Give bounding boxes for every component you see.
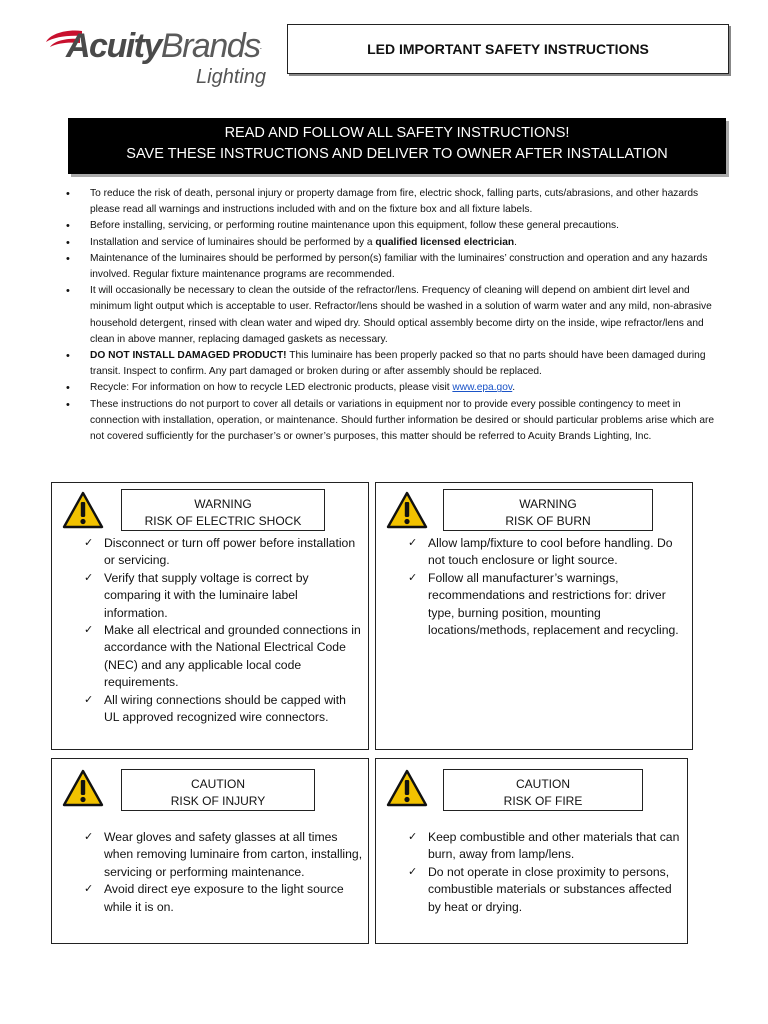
list-item: ✓ Avoid direct eye exposure to the light source while it is on. — [82, 881, 364, 916]
list-item: ✓ Follow all manufacturer’s warnings, recommendations and restrictions for: driver type, burning position, mounting locations/methods, replacement and recycling. — [406, 570, 688, 640]
list-item: ✓ Disconnect or turn off power before installation or servicing. — [82, 535, 364, 570]
list-item: • DO NOT INSTALL DAMAGED PRODUCT! This luminaire has been properly packed so that no parts should have been damaged during transit. Inspect to confirm. Any part damaged or broken during or after assembly should be replaced. — [64, 348, 724, 380]
logo-wordmark: AcuityBrands. — [66, 27, 261, 65]
injury-checklist — [82, 829, 364, 916]
safety-banner — [68, 118, 726, 174]
list-item: • Before installing, servicing, or performing routine maintenance upon this equipment, follow these general precautions. — [64, 218, 724, 234]
list-item: ✓ Verify that supply voltage is correct by comparing it with the luminaire label information. — [82, 570, 364, 622]
caution-injury-box — [51, 758, 369, 944]
caution-header: CAUTION RISK OF FIRE — [443, 769, 643, 811]
list-item: • Installation and service of luminaires should be performed by a qualified licensed electrician. — [64, 235, 724, 251]
document-title: LED IMPORTANT SAFETY INSTRUCTIONS — [287, 24, 729, 74]
general-precautions-list — [64, 186, 724, 445]
burn-checklist — [406, 535, 688, 639]
warning-header: WARNING RISK OF BURN — [443, 489, 653, 531]
fire-checklist — [406, 829, 684, 916]
warning-triangle-icon — [386, 491, 428, 529]
banner-line-2: SAVE THESE INSTRUCTIONS AND DELIVER TO OWNER AFTER INSTALLATION — [126, 146, 668, 162]
list-item: ✓ Make all electrical and grounded connections in accordance with the National Electrical Code (NEC) and any applicable local code requirements. — [82, 622, 364, 692]
list-item: • It will occasionally be necessary to clean the outside of the refractor/lens. Frequency of cleaning will depend on ambient dirt level and minimum light output which is acceptable to user. Refractor/lens should be washed in a solution of warm water and any mild, non-abrasive household detergent, rinsed with clean water and wiped dry. Should optical assembly become dirty on the inside, wipe refractor/lens and clean in above manner, replacing damaged gaskets as necessary. — [64, 283, 724, 348]
warning-header: WARNING RISK OF ELECTRIC SHOCK — [121, 489, 325, 531]
list-item: • To reduce the risk of death, personal injury or property damage from fire, electric shock, falling parts, cuts/abrasions, and other hazards please read all warnings and instructions included with and on the fixture box and all fixture labels. — [64, 186, 724, 218]
warning-burn-box — [375, 482, 693, 750]
warning-electric-shock-box — [51, 482, 369, 750]
electric-shock-checklist — [82, 535, 364, 726]
list-item: ✓ Allow lamp/fixture to cool before handling. Do not touch enclosure or light source. — [406, 535, 688, 570]
list-item: ✓ All wiring connections should be capped with UL approved recognized wire connectors. — [82, 692, 364, 727]
list-item: • These instructions do not purport to cover all details or variations in equipment nor to provide every possible contingency to meet in connection with installation, operation, or maintenance. Should further information be desired or should particular problems arise which are not covered sufficiently for the purchaser’s or owner’s purposes, this matter should be referred to Acuity Brands Lighting, Inc. — [64, 397, 724, 446]
list-item: ✓ Do not operate in close proximity to persons, combustible materials or substances affected by heat or drying. — [406, 864, 684, 916]
acuity-brands-logo — [44, 22, 284, 102]
warning-triangle-icon — [62, 769, 104, 807]
list-item: ✓ Wear gloves and safety glasses at all times when removing luminaire from carton, installing, servicing or performing maintenance. — [82, 829, 364, 881]
banner-line-1: READ AND FOLLOW ALL SAFETY INSTRUCTIONS! — [224, 125, 570, 141]
epa-link[interactable]: www.epa.gov — [452, 382, 513, 394]
warning-triangle-icon — [386, 769, 428, 807]
caution-header: CAUTION RISK OF INJURY — [121, 769, 315, 811]
warning-triangle-icon — [62, 491, 104, 529]
list-item: • Recycle: For information on how to recycle LED electronic products, please visit www.epa.gov. — [64, 380, 724, 396]
caution-fire-box — [375, 758, 688, 944]
list-item: ✓ Keep combustible and other materials that can burn, away from lamp/lens. — [406, 829, 684, 864]
list-item: • Maintenance of the luminaires should be performed by person(s) familiar with the luminaires’ construction and operation and any hazards involved. Regular fixture maintenance programs are recommended. — [64, 251, 724, 283]
logo-subtitle: Lighting — [196, 66, 267, 88]
